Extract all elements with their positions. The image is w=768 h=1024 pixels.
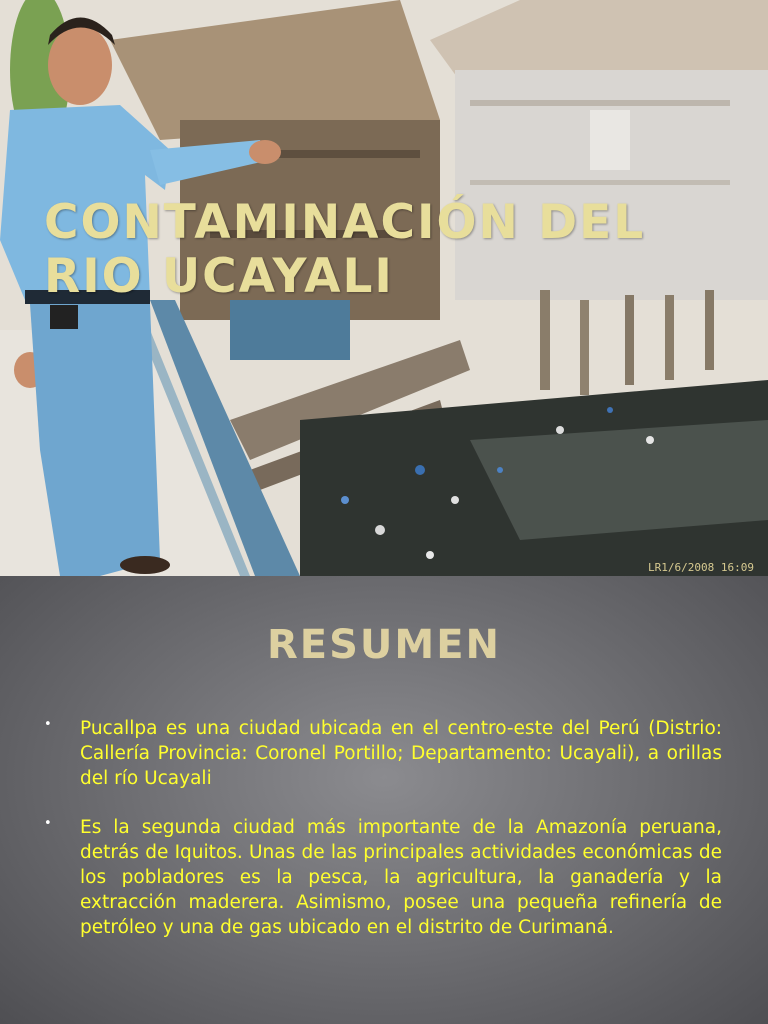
photo-date-stamp: LR1/6/2008 16:09 <box>648 561 754 574</box>
slide-title: CONTAMINACIÓN DEL RIO UCAYALI <box>44 195 646 304</box>
bullet-dot-icon: • <box>44 717 52 732</box>
bullet-text: Es la segunda ciudad más importante de la Amazonía peruana, detrás de Iquitos. Unas de las principales actividades económicas de los pobladores es la pesca, la agricultura, la ganadería y la extracción maderera. Asimismo, posee una pequeña refinería de petróleo y una de gas ubicado en el distrito de Curimaná. <box>80 817 722 938</box>
summary-bullet-list <box>34 716 722 964</box>
bullet-dot-icon: • <box>44 816 52 831</box>
summary-bullet-2 <box>34 815 722 940</box>
summary-heading: RESUMEN <box>266 622 502 668</box>
summary-bullet-1 <box>34 716 722 791</box>
bullet-text: Pucallpa es una ciudad ubicada en el centro-este del Perú (Distrio: Callería Provincia: Coronel Portillo; Departamento: Ucayali), a orillas del río Ucayali <box>80 718 722 789</box>
summary-slide <box>0 576 768 1024</box>
